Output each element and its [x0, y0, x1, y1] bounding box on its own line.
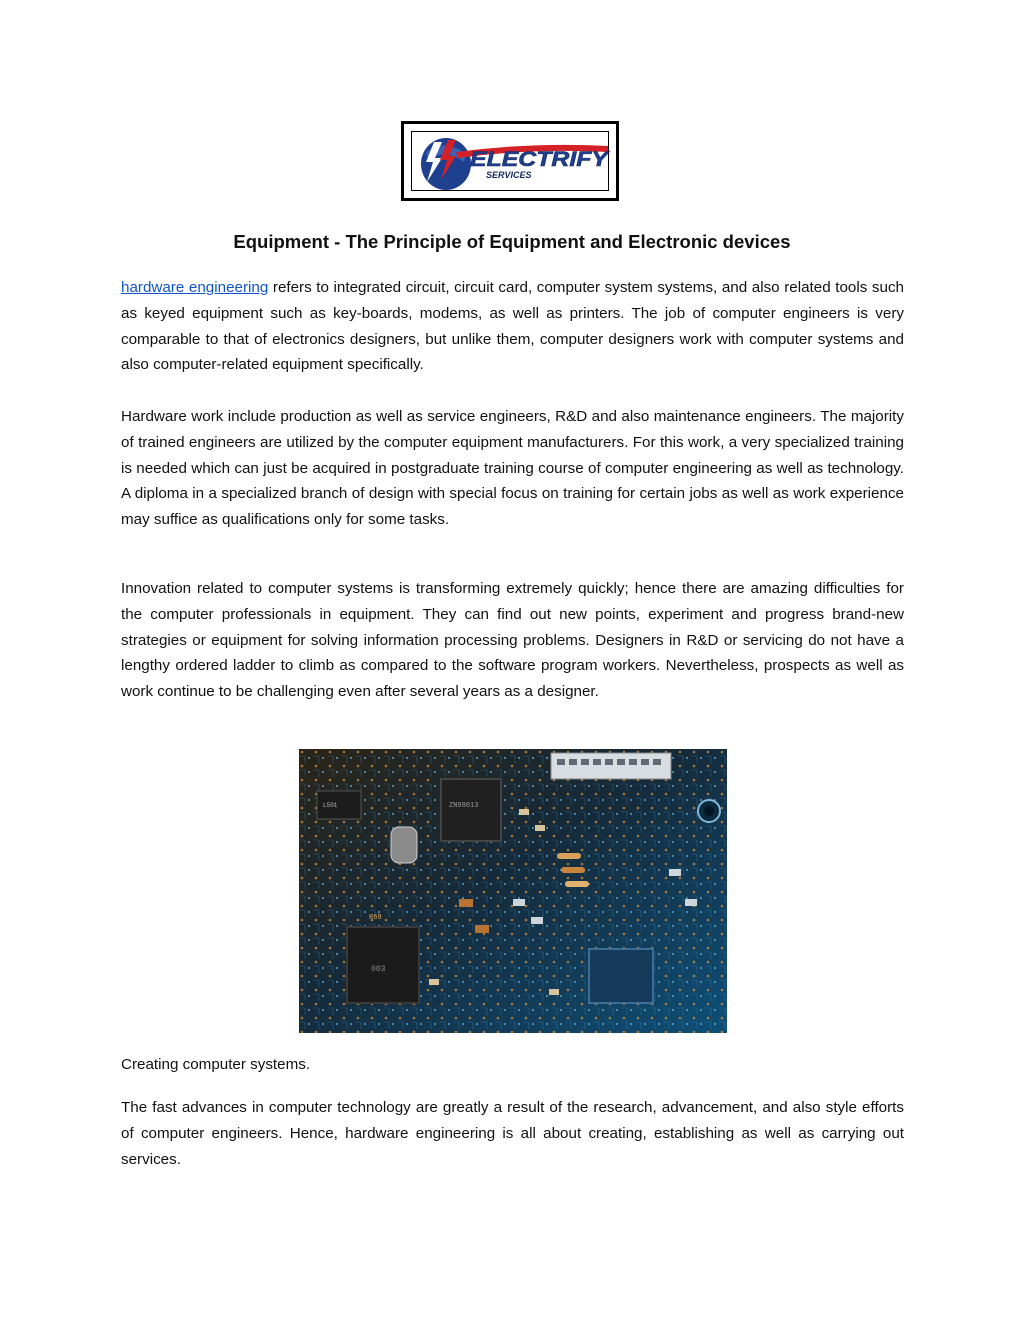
logo-tagline-text: SERVICES [486, 170, 532, 180]
controller-chip [589, 949, 653, 1003]
paragraph-2-text: Hardware work include production as well as service engineers, R&D and also maintenance engineers. The majority of trained engineers are utilized by the computer equipment manufacturers. For this work, a very specialized training is needed which can just be acquired in postgraduate training course of computer engineering as well as technology. A diploma in a specialized branch of design with special focus on training for certain jobs as well as work experience may suffice as qualifications only for some tasks. [121, 408, 904, 529]
paragraph-1-text: refers to integrated circuit, circuit card, computer system systems, and also related tools such as keyed equipment such as key-boards, modems, as well as printers. The job of computer engineers is very comparable to that of electronics designers, but unlike them, computer designers work with computer systems and also computer-related equipment specifically. [121, 279, 904, 374]
resistor-3 [565, 881, 589, 887]
electrify-logo [412, 132, 614, 196]
mounting-hole-inner [704, 806, 714, 816]
processor-chip [441, 779, 501, 841]
circuit-board-image [299, 749, 727, 1033]
paragraph-2 [121, 404, 904, 533]
paragraph-4 [121, 1095, 904, 1172]
crystal-oscillator [391, 827, 417, 863]
logo-inner-frame [411, 131, 609, 191]
paragraph-1 [121, 275, 904, 378]
logo-frame [401, 121, 619, 201]
page-title: Equipment - The Principle of Equipment and Electronic devices [233, 231, 791, 252]
paragraph-3 [121, 576, 904, 705]
paragraph-4-text: The fast advances in computer technology are greatly a result of the research, advancement, and also style efforts of computer engineers. Hence, hardware engineering is all about creating, establishing as well as carrying out services. [121, 1099, 904, 1168]
paragraph-3-text: Innovation related to computer systems is transforming extremely quickly; hence there are amazing difficulties for the computer professionals in equipment. They can find out new points, experiment and progress brand-new strategies or equipment for solving information processing problems. Designers in R&D or servicing do not have a lengthy ordered ladder to climb as compared to the software program workers. Nevertheless, prospects as well as work continue to be challenging even after several years as a designer. [121, 580, 904, 701]
image-caption [121, 1052, 904, 1078]
hardware-engineering-link[interactable]: hardware engineering [121, 279, 269, 296]
pin-header [551, 753, 671, 779]
chip-label-d: L501 [323, 802, 338, 809]
resistor-2 [561, 867, 585, 873]
logo-brand-text: ELECTRIFY [470, 148, 611, 171]
resistor-1 [557, 853, 581, 859]
chip-label-a: ZN98013 [449, 802, 479, 810]
image-caption-text: Creating computer systems. [121, 1056, 311, 1073]
chip-label-c: 003 [371, 965, 386, 974]
pin-header-slots [557, 759, 661, 765]
chip-label-b: R69 [369, 914, 382, 922]
